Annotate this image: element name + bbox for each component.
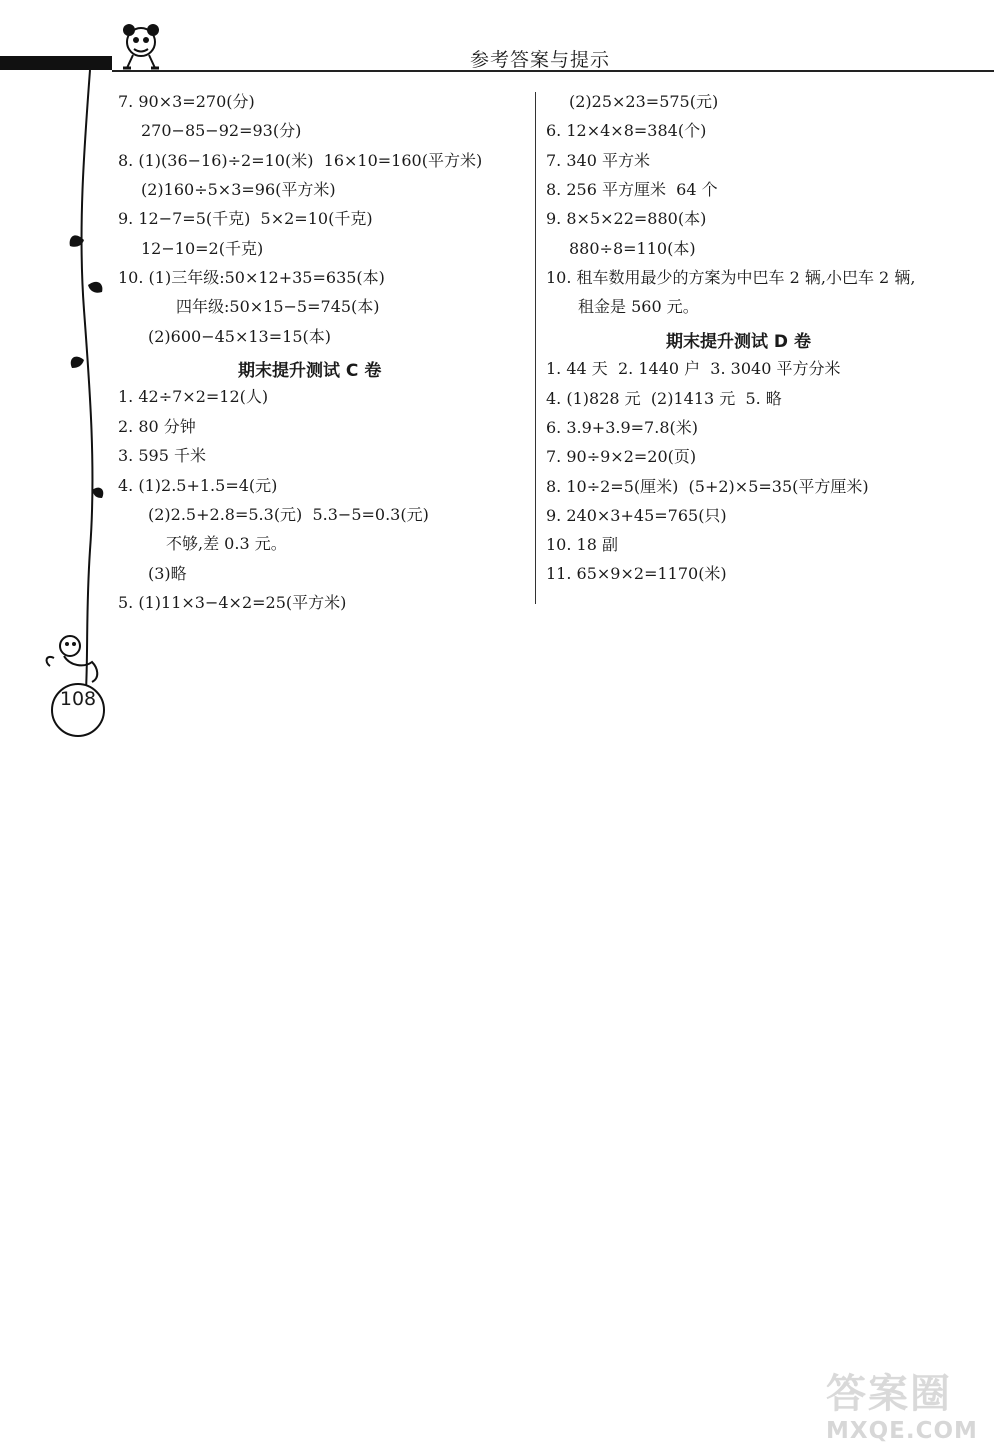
answer-line: (3)略 — [148, 564, 187, 583]
clock-mascot-icon — [115, 20, 175, 72]
answer-line: 270−85−92=93(分) — [141, 121, 302, 140]
answer-line: 6. 3.9+3.9=7.8(米) — [546, 418, 698, 437]
answer-line: 9. 12−7=5(千克) 5×2=10(千克) — [118, 209, 373, 228]
watermark-logo: 答案圈 — [826, 1371, 952, 1417]
answer-line: 4. (1)2.5+1.5=4(元) — [118, 476, 278, 495]
answer-line: 8. 256 平方厘米 64 个 — [546, 180, 718, 199]
cat-mascot-icon — [40, 618, 120, 738]
answer-line: 9. 240×3+45=765(只) — [546, 506, 727, 525]
answer-line: 租金是 560 元。 — [578, 297, 699, 316]
answer-line: 11. 65×9×2=1170(米) — [546, 564, 727, 583]
answer-line: 不够,差 0.3 元。 — [166, 534, 287, 553]
answer-line: (2)2.5+2.8=5.3(元) 5.3−5=0.3(元) — [148, 505, 429, 524]
header-title: 参考答案与提示 — [469, 49, 610, 71]
answer-line: 1. 44 天 2. 1440 户 3. 3040 平方分米 — [546, 359, 841, 378]
answer-line: 9. 8×5×22=880(本) — [546, 209, 707, 228]
section-d-title: 期末提升测试 D 卷 — [666, 332, 811, 352]
answer-line: 4. (1)828 元 (2)1413 元 5. 略 — [546, 389, 782, 408]
answer-line: 5. (1)11×3−4×2=25(平方米) — [118, 593, 347, 612]
answer-line: (2)160÷5×3=96(平方米) — [141, 180, 336, 199]
answer-line: 1. 42÷7×2=12(人) — [118, 387, 269, 406]
answer-line: 7. 340 平方米 — [546, 151, 650, 170]
answer-line: 2. 80 分钟 — [118, 417, 196, 436]
section-c-title: 期末提升测试 C 卷 — [238, 361, 382, 381]
answer-line: 10. 18 副 — [546, 535, 618, 554]
page-number: 108 — [59, 688, 97, 710]
answer-line: 10. (1)三年级:50×12+35=635(本) — [118, 268, 385, 287]
answer-line: 7. 90×3=270(分) — [118, 92, 255, 111]
header-bar — [0, 56, 112, 70]
answer-line: 6. 12×4×8=384(个) — [546, 121, 707, 140]
answer-line: 12−10=2(千克) — [141, 239, 264, 258]
answer-line: 7. 90÷9×2=20(页) — [546, 447, 697, 466]
answer-line: 四年级:50×15−5=745(本) — [176, 297, 380, 316]
watermark-site: MXQE.COM — [826, 1418, 978, 1444]
answer-line: 10. 租车数用最少的方案为中巴车 2 辆,小巴车 2 辆, — [546, 268, 916, 287]
answer-line: (2)25×23=575(元) — [569, 92, 719, 111]
answer-line: (2)600−45×13=15(本) — [148, 327, 331, 346]
answer-line: 8. 10÷2=5(厘米) (5+2)×5=35(平方厘米) — [546, 477, 869, 496]
column-divider — [535, 92, 536, 604]
answer-line: 3. 595 千米 — [118, 446, 206, 465]
vine-decoration-icon — [40, 70, 110, 690]
answer-line: 880÷8=110(本) — [569, 239, 696, 258]
answer-line: 8. (1)(36−16)÷2=10(米) 16×10=160(平方米) — [118, 151, 483, 170]
